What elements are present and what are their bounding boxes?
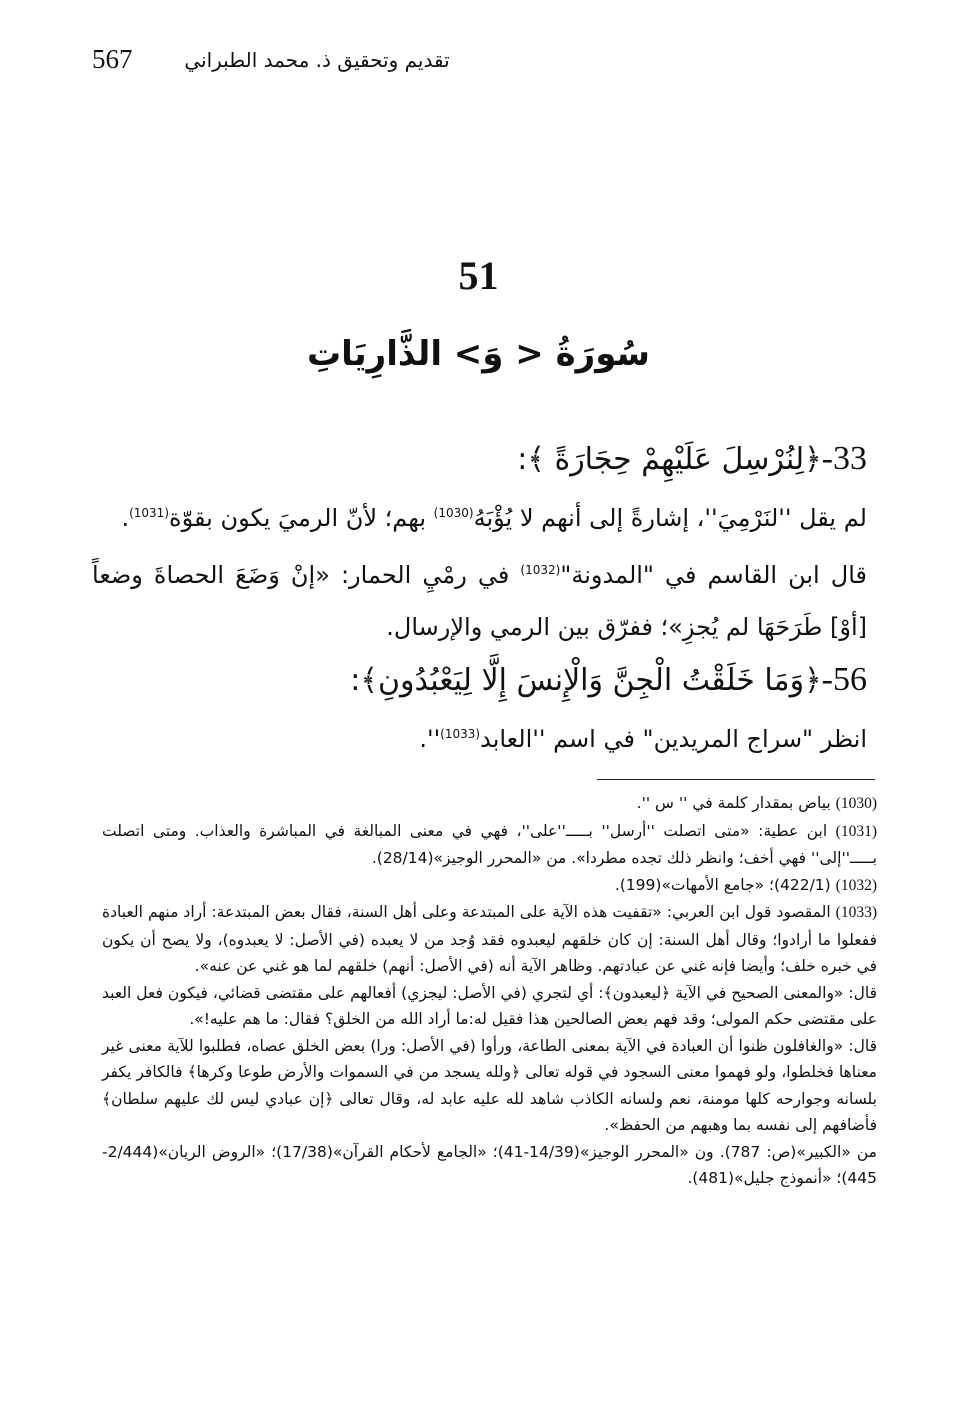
footnote-ref: (1030) <box>433 506 474 520</box>
page-number: 567 <box>92 44 133 74</box>
running-head: تقديم وتحقيق ذ. محمد الطبراني <box>184 48 450 72</box>
chapter-number: 51 <box>458 253 499 298</box>
footnote-ref: (1033) <box>440 727 481 741</box>
footnote-divider <box>597 779 875 780</box>
footnote-text: قال: «والغافلون ظنوا أن العبادة في الآية بمعنى الطاعة، ورأوا (في الأصل: ورا) بعض الخلق عصاه، فطلبوا للآية معنى غير معناها فخلطوا، ولو فهموا معنى السجود في قوله تعالى ﴿ولله يسجد من في السموات والأرض طوعا وكرها﴾ فالكافر يكفر بلسانه وجوارحه كلها مومنة، نعم ولسانه الكاذب شاهد لله عليه عابد له، وقال تعالى ﴿إن عبادي ليس لك عليهم سلطان﴾ فأضافهم إلى نفسه بما وهبهم من الحفظ». <box>102 1036 877 1134</box>
page-header <box>0 44 957 84</box>
footnote-number: (1032) <box>835 876 877 894</box>
paragraph-text: انظر "سراج المريدين" في اسم ''العابد <box>480 725 867 753</box>
footnote-continuation <box>102 980 877 1033</box>
footnote-continuation <box>102 1033 877 1139</box>
footnote-ref: (1031) <box>129 506 170 520</box>
footnote-text: قال: «والمعنى الصحيح في الآية ﴿ليعبدون﴾: أي لتجري (في الأصل: ليجزي) أفعالهم على مقتضى قضائي، فيكون فعل العبد على مقتضى حكم المولى؛ وقد فهم بعض الصالحين هذا فقيل له:ما أراد الله من الخلق؟ فقال: ما هم عليه!». <box>102 983 877 1028</box>
footnote <box>102 790 877 818</box>
verse-number: 56- <box>821 661 867 698</box>
paragraph-text: لم يقل ''لنَرْمِيَ''، إشارةً إلى أنهم لا يُؤْبَهُ <box>473 504 867 532</box>
footnote-continuation <box>102 1139 877 1192</box>
paragraph-text: قال ابن القاسم في "المدونة" <box>560 561 867 589</box>
footnote-text: (422/1)؛ «جامع الأمهات»(199). <box>614 875 836 894</box>
paragraph-text: . <box>121 504 130 532</box>
commentary-paragraph <box>92 708 867 765</box>
verse-text: ﴿لِنُرْسِلَ عَلَيْهِمْ حِجَارَةً ﴾: <box>517 442 822 477</box>
footnote <box>102 818 877 872</box>
footnotes <box>102 790 877 1192</box>
paragraph-text: ''. <box>419 725 441 753</box>
verse-heading <box>92 653 867 708</box>
verse-heading <box>92 432 867 487</box>
footnote-number: (1031) <box>835 822 877 840</box>
footnote-text: ابن عطية: «متى اتصلت ''أرسل'' بـــــ''على''، فهي في معنى المبالغة في المباشرة والعذاب. ومتى اتصلت بـــــ''إلى'' فهي أخف؛ وانظر ذلك تجده مطردا». من «المحرر الوجيز»(28/14). <box>102 821 877 867</box>
footnote <box>102 872 877 900</box>
footnote <box>102 899 877 980</box>
surah-title: سُورَةُ < وَ> الذَّارِيَاتِ <box>306 334 650 374</box>
paragraph-text: بهم؛ لأنّ الرميَ يكون بقوّة <box>169 504 434 532</box>
footnote-ref: (1032) <box>520 563 561 577</box>
footnote-number: (1033) <box>835 904 877 921</box>
commentary-paragraph <box>92 487 867 544</box>
footnote-text: المقصود قول ابن العربي: «تقفيت هذه الآية على المبتدعة وعلى أهل السنة، فقال بعض المبتدعة: أراد منهم العبادة ففعلوا ما أرادوا؛ وقال أهل السنة: إن كان خلقهم ليعبدوه فقد وُجد من لا يعبده (في الأصل: لا يعبدوه)، ولا يصح أن يكون في خبره خلف؛ وأيضا فإنه غني عن عبادتهم. وظاهر الآية أنه (في الأصل: أنهم) خلقهم لما هو غني عن عنه». <box>102 903 877 975</box>
commentary-paragraph <box>92 544 867 653</box>
paragraph-text: في رمْيِ الحمار: «إنْ وَضَعَ الحصاةَ وضعاً [أوْ] طَرَحَهَا لم يُجزِ»؛ ففرّق بين الرمي والإرسال. <box>92 561 867 641</box>
verse-text: ﴿وَمَا خَلَقْتُ الْجِنَّ وَالْإِنسَ إِلَّا لِيَعْبُدُونِ﴾: <box>350 663 822 698</box>
footnote-number: (1030) <box>835 795 877 812</box>
footnote-text: بياض بمقدار كلمة في '' س ''. <box>636 794 836 812</box>
footnote-text: من «الكبير»(ص: 787). ون «المحرر الوجيز»(14/39-41)؛ «الجامع لأحكام القرآن»(17/38)؛ «الروض الريان»(2/444-445)؛ «أنموذج جليل»(481). <box>102 1142 877 1187</box>
verse-number: 33- <box>821 440 867 477</box>
main-text <box>92 432 867 765</box>
